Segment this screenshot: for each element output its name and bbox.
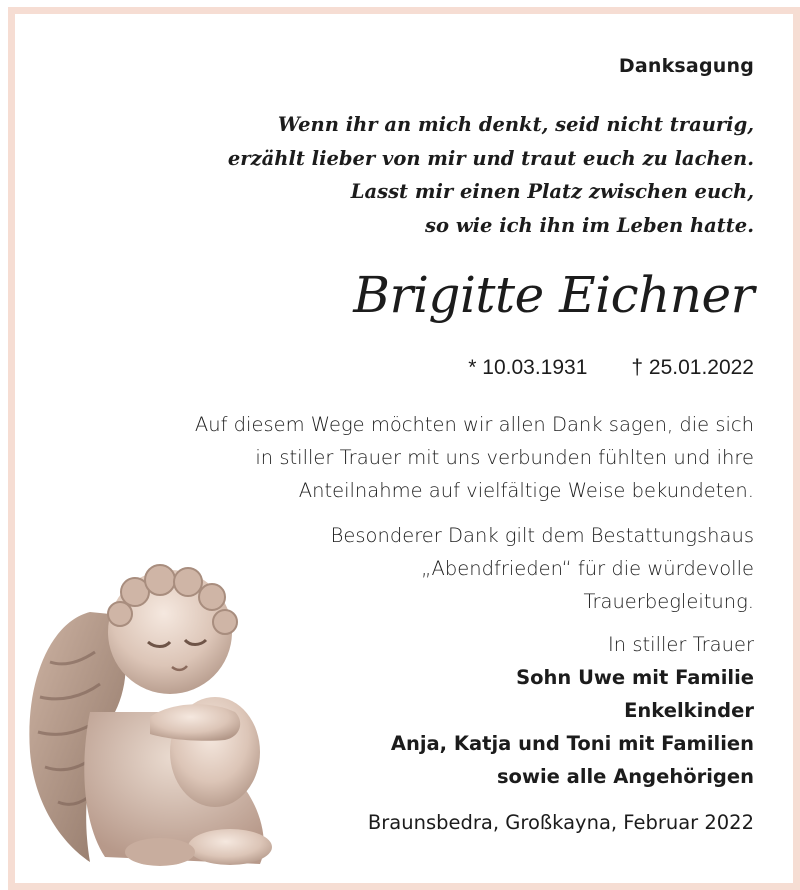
thanks-paragraph bbox=[195, 408, 754, 507]
mourner-line: Anja, Katja und Toni mit Familien bbox=[390, 732, 754, 755]
poem-line: so wie ich ihn im Leben hatte. bbox=[425, 213, 754, 237]
poem bbox=[228, 108, 754, 242]
angel-figure-icon bbox=[20, 552, 290, 870]
thanks-line: in stiller Trauer mit uns verbunden fühlten und ihre bbox=[255, 446, 754, 469]
mourner-line: Enkelkinder bbox=[624, 699, 754, 722]
thanks-line: Auf diesem Wege möchten wir allen Dank sagen, die sich bbox=[194, 413, 754, 436]
mourning-intro: In stiller Trauer bbox=[608, 633, 754, 656]
special-thanks-paragraph bbox=[331, 519, 754, 618]
special-thanks-line: Besonderer Dank gilt dem Bestattungshaus bbox=[330, 524, 754, 547]
birth-date: * 10.03.1931 bbox=[468, 356, 588, 379]
special-thanks-line: Trauerbegleitung. bbox=[583, 590, 754, 613]
deceased-name: Brigitte Eichner bbox=[353, 266, 754, 324]
life-dates bbox=[468, 356, 754, 380]
thanks-line: Anteilnahme auf vielfältige Weise bekundeten. bbox=[298, 479, 754, 502]
notice-heading: Danksagung bbox=[618, 55, 754, 77]
death-date: † 25.01.2022 bbox=[631, 356, 754, 379]
poem-line: Lasst mir einen Platz zwischen euch, bbox=[350, 180, 754, 203]
special-thanks-line: „Abendfrieden“ für die würdevolle bbox=[421, 557, 754, 580]
mourners-block bbox=[391, 628, 754, 793]
poem-line: Wenn ihr an mich denkt, seid nicht traurig, bbox=[277, 113, 754, 136]
mourner-line: sowie alle Angehörigen bbox=[496, 765, 754, 788]
mourner-line: Sohn Uwe mit Familie bbox=[516, 666, 754, 689]
poem-line: erzählt lieber von mir und traut euch zu lachen. bbox=[227, 146, 754, 170]
place-date: Braunsbedra, Großkayna, Februar 2022 bbox=[367, 811, 754, 834]
